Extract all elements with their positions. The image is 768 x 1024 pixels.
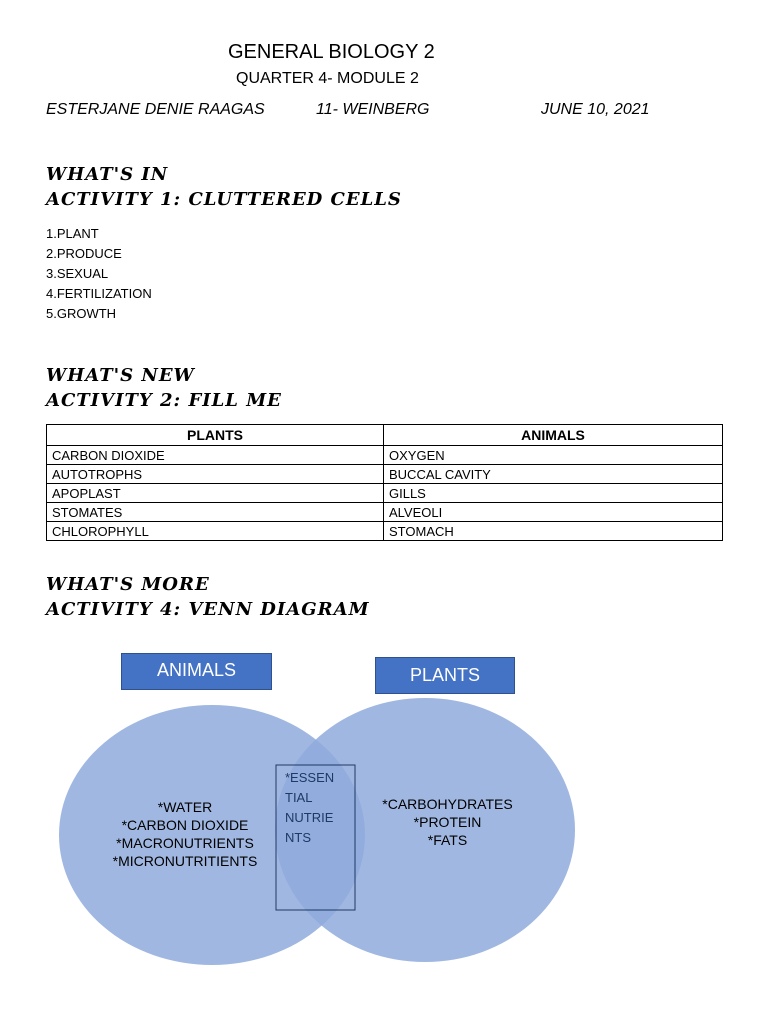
table-cell: CARBON DIOXIDE [47, 446, 384, 465]
table-row [47, 465, 723, 484]
table-row [47, 522, 723, 541]
student-name: ESTERJANE DENIE RAAGAS [46, 101, 265, 118]
table-row [47, 446, 723, 465]
table-row [47, 503, 723, 522]
section3-heading: WHAT'S MORE [46, 574, 210, 595]
section2-heading: WHAT'S NEW [46, 365, 195, 386]
list-item: 2.PRODUCE [46, 246, 122, 261]
animals-item: *MICRONUTRITIENTS [112, 853, 258, 869]
animals-item: *MACRONUTRIENTS [116, 835, 254, 851]
plants-items [365, 795, 530, 849]
table-cell: STOMATES [47, 503, 384, 522]
shared-item-line: *ESSEN [285, 770, 335, 785]
animals-item: *WATER [157, 799, 213, 815]
table-cell: BUCCAL CAVITY [384, 465, 723, 484]
animals-label: ANIMALS [121, 653, 272, 690]
plants-header: PLANTS [47, 425, 384, 446]
list-item: 3.SEXUAL [46, 266, 109, 281]
activity1-heading: ACTIVITY 1: CLUTTERED CELLS [46, 189, 402, 210]
shared-item-line: NUTRIE [285, 810, 334, 825]
shared-item-line: NTS [285, 830, 311, 845]
plants-item: *PROTEIN [413, 814, 482, 830]
class-section: 11- WEINBERG [316, 101, 430, 118]
table-cell: STOMACH [384, 522, 723, 541]
table-cell: AUTOTROPHS [47, 465, 384, 484]
activity4-heading: ACTIVITY 4: VENN DIAGRAM [46, 599, 370, 620]
document-subtitle: QUARTER 4- MODULE 2 [236, 70, 419, 87]
list-item: 1.PLANT [46, 226, 99, 241]
document-title: GENERAL BIOLOGY 2 [228, 41, 435, 63]
table-row [47, 484, 723, 503]
list-item: 5.GROWTH [46, 306, 117, 321]
section1-heading: WHAT'S IN [46, 164, 169, 185]
table-cell: CHLOROPHYLL [47, 522, 384, 541]
shared-items [285, 768, 334, 848]
document-date: JUNE 10, 2021 [541, 101, 650, 118]
answer-list [46, 224, 152, 324]
plants-item: *FATS [427, 832, 468, 848]
animals-item: *CARBON DIOXIDE [121, 817, 249, 833]
shared-item-line: TIAL [285, 790, 313, 805]
table-cell: OXYGEN [384, 446, 723, 465]
plants-label: PLANTS [375, 657, 515, 694]
fill-me-table [46, 424, 723, 541]
table-cell: GILLS [384, 484, 723, 503]
activity2-heading: ACTIVITY 2: FILL ME [46, 390, 282, 411]
table-cell: APOPLAST [47, 484, 384, 503]
table-header-row [47, 425, 723, 446]
venn-diagram [0, 640, 768, 980]
table-cell: ALVEOLI [384, 503, 723, 522]
animals-items [95, 798, 275, 870]
plants-item: *CARBOHYDRATES [382, 796, 513, 812]
list-item: 4.FERTILIZATION [46, 286, 152, 301]
animals-header: ANIMALS [384, 425, 723, 446]
